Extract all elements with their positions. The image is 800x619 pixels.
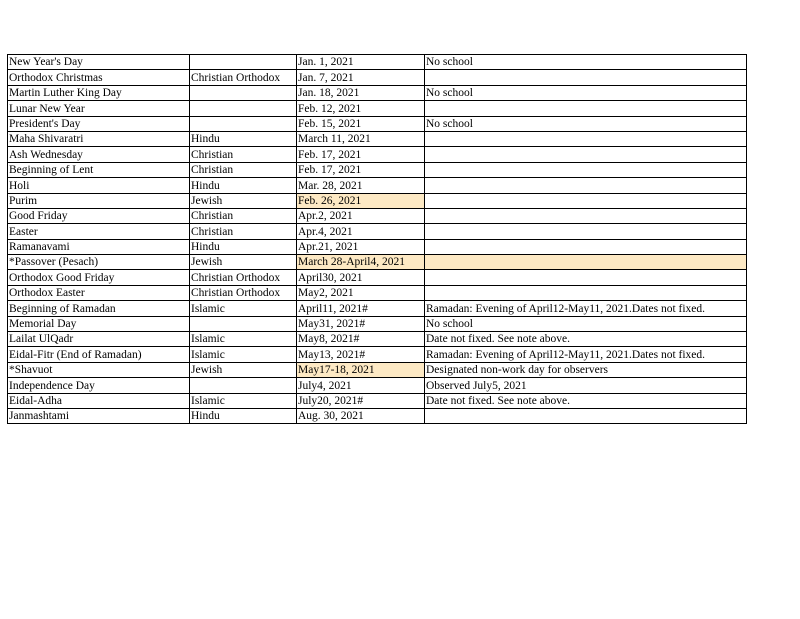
date-cell: Apr.21, 2021 (297, 239, 425, 254)
date-cell: Apr.4, 2021 (297, 224, 425, 239)
holiday-name-cell: Holi (8, 178, 190, 193)
note-cell (425, 178, 747, 193)
table-row (8, 147, 747, 162)
tradition-cell: Hindu (190, 131, 297, 146)
note-cell: Date not fixed. See note above. (425, 332, 747, 347)
tradition-cell: Jewish (190, 362, 297, 377)
tradition-cell: Christian Orthodox (190, 70, 297, 85)
holiday-name-cell: Lunar New Year (8, 101, 190, 116)
note-cell (425, 408, 747, 423)
tradition-cell: Christian Orthodox (190, 285, 297, 300)
date-cell: Jan. 7, 2021 (297, 70, 425, 85)
note-cell: Date not fixed. See note above. (425, 393, 747, 408)
note-cell (425, 208, 747, 223)
tradition-cell (190, 101, 297, 116)
table-row (8, 85, 747, 100)
date-cell: May17-18, 2021 (297, 362, 425, 377)
date-cell: Jan. 1, 2021 (297, 55, 425, 70)
holiday-name-cell: Orthodox Good Friday (8, 270, 190, 285)
note-cell (425, 270, 747, 285)
date-cell: May31, 2021# (297, 316, 425, 331)
date-cell: March 28-April4, 2021 (297, 255, 425, 270)
table-row (8, 224, 747, 239)
holiday-name-cell: Purim (8, 193, 190, 208)
tradition-cell: Christian (190, 208, 297, 223)
table-row (8, 55, 747, 70)
tradition-cell: Hindu (190, 239, 297, 254)
holiday-name-cell: Good Friday (8, 208, 190, 223)
date-cell: Feb. 12, 2021 (297, 101, 425, 116)
date-cell: Aug. 30, 2021 (297, 408, 425, 423)
holiday-name-cell: Independence Day (8, 378, 190, 393)
date-cell: Feb. 15, 2021 (297, 116, 425, 131)
tradition-cell: Christian (190, 147, 297, 162)
date-cell: Feb. 17, 2021 (297, 162, 425, 177)
date-cell: Feb. 26, 2021 (297, 193, 425, 208)
table-row (8, 408, 747, 423)
tradition-cell: Jewish (190, 193, 297, 208)
note-cell (425, 147, 747, 162)
holiday-name-cell: Orthodox Christmas (8, 70, 190, 85)
tradition-cell: Islamic (190, 347, 297, 362)
table-row (8, 101, 747, 116)
holiday-name-cell: Ramanavami (8, 239, 190, 254)
holiday-name-cell: Beginning of Lent (8, 162, 190, 177)
date-cell: April30, 2021 (297, 270, 425, 285)
holiday-name-cell: Beginning of Ramadan (8, 301, 190, 316)
note-cell: Ramadan: Evening of April12-May11, 2021.Dates not fixed. (425, 347, 747, 362)
date-cell: July4, 2021 (297, 378, 425, 393)
tradition-cell: Islamic (190, 393, 297, 408)
holiday-name-cell: Ash Wednesday (8, 147, 190, 162)
note-cell (425, 285, 747, 300)
note-cell (425, 224, 747, 239)
tradition-cell: Christian Orthodox (190, 270, 297, 285)
table-row (8, 332, 747, 347)
note-cell (425, 131, 747, 146)
date-cell: Apr.2, 2021 (297, 208, 425, 223)
tradition-cell (190, 316, 297, 331)
holiday-name-cell: Janmashtami (8, 408, 190, 423)
date-cell: April11, 2021# (297, 301, 425, 316)
date-cell: May2, 2021 (297, 285, 425, 300)
tradition-cell: Hindu (190, 178, 297, 193)
table-row (8, 193, 747, 208)
holiday-name-cell: Eidal-Adha (8, 393, 190, 408)
note-cell (425, 255, 747, 270)
table-row (8, 378, 747, 393)
note-cell: No school (425, 116, 747, 131)
holiday-name-cell: Easter (8, 224, 190, 239)
note-cell: No school (425, 55, 747, 70)
holiday-name-cell: Lailat UlQadr (8, 332, 190, 347)
table-row (8, 208, 747, 223)
table-row (8, 393, 747, 408)
note-cell: No school (425, 316, 747, 331)
holiday-name-cell: Orthodox Easter (8, 285, 190, 300)
table-row (8, 270, 747, 285)
table-row (8, 116, 747, 131)
tradition-cell: Hindu (190, 408, 297, 423)
table-row (8, 285, 747, 300)
holiday-name-cell: Memorial Day (8, 316, 190, 331)
date-cell: Jan. 18, 2021 (297, 85, 425, 100)
holiday-name-cell: Eidal-Fitr (End of Ramadan) (8, 347, 190, 362)
date-cell: Mar. 28, 2021 (297, 178, 425, 193)
tradition-cell: Jewish (190, 255, 297, 270)
holiday-name-cell: *Passover (Pesach) (8, 255, 190, 270)
holiday-name-cell: Martin Luther King Day (8, 85, 190, 100)
note-cell (425, 162, 747, 177)
date-cell: May8, 2021# (297, 332, 425, 347)
note-cell (425, 101, 747, 116)
table-row (8, 301, 747, 316)
date-cell: Feb. 17, 2021 (297, 147, 425, 162)
date-cell: July20, 2021# (297, 393, 425, 408)
table-row (8, 316, 747, 331)
table-row (8, 362, 747, 377)
table-row (8, 347, 747, 362)
table-row (8, 255, 747, 270)
tradition-cell (190, 378, 297, 393)
holiday-name-cell: New Year's Day (8, 55, 190, 70)
table-row (8, 239, 747, 254)
holiday-table-body (8, 55, 747, 424)
note-cell (425, 239, 747, 254)
date-cell: May13, 2021# (297, 347, 425, 362)
table-row (8, 70, 747, 85)
table-row (8, 131, 747, 146)
tradition-cell (190, 116, 297, 131)
table-row (8, 162, 747, 177)
note-cell (425, 70, 747, 85)
holiday-table (7, 54, 747, 424)
tradition-cell: Islamic (190, 301, 297, 316)
date-cell: March 11, 2021 (297, 131, 425, 146)
note-cell: Ramadan: Evening of April12-May11, 2021.Dates not fixed. (425, 301, 747, 316)
tradition-cell: Islamic (190, 332, 297, 347)
note-cell: Observed July5, 2021 (425, 378, 747, 393)
tradition-cell: Christian (190, 162, 297, 177)
note-cell: Designated non-work day for observers (425, 362, 747, 377)
tradition-cell (190, 55, 297, 70)
tradition-cell (190, 85, 297, 100)
holiday-name-cell: Maha Shivaratri (8, 131, 190, 146)
note-cell (425, 193, 747, 208)
table-row (8, 178, 747, 193)
tradition-cell: Christian (190, 224, 297, 239)
holiday-name-cell: President's Day (8, 116, 190, 131)
holiday-name-cell: *Shavuot (8, 362, 190, 377)
note-cell: No school (425, 85, 747, 100)
